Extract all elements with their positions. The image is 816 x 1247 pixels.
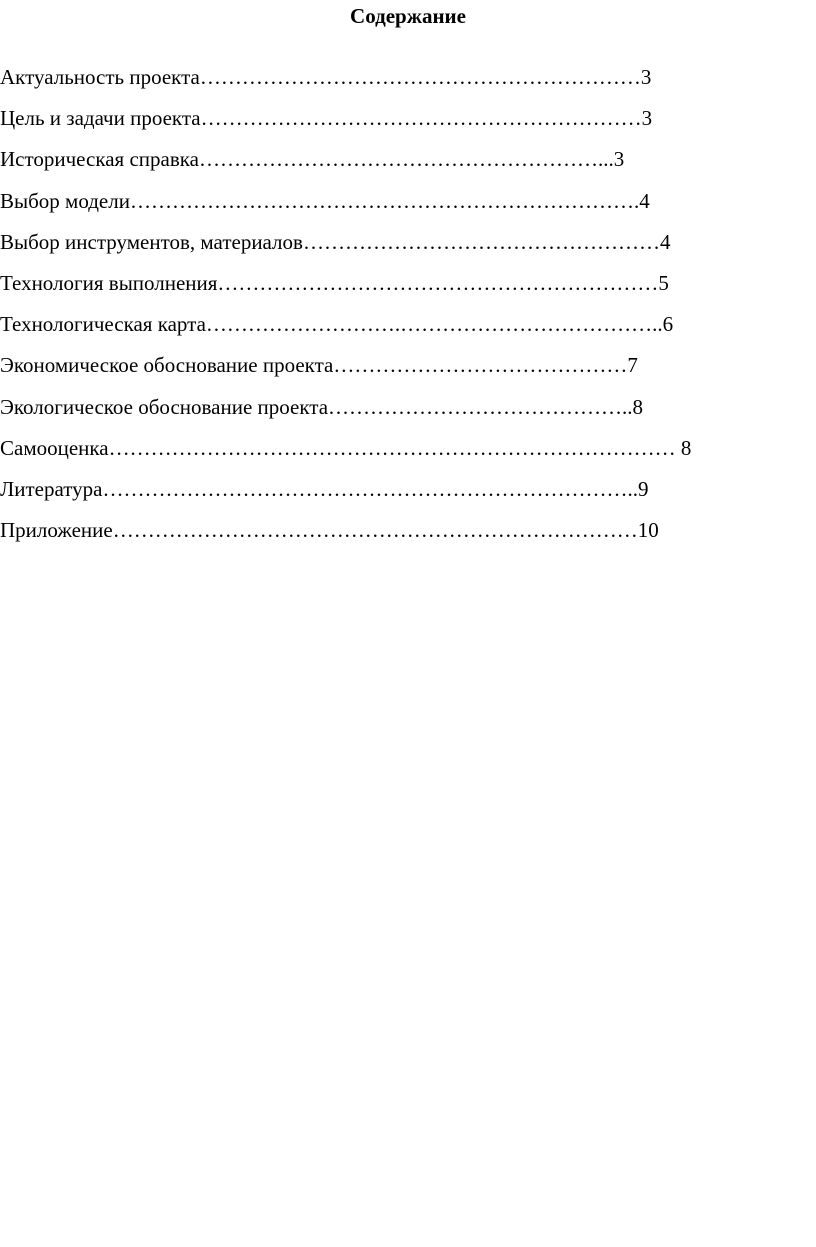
toc-title: Содержание [350,4,466,28]
toc-item-model-choice: Выбор модели……………………………………………………………….4 [0,188,650,213]
toc-item-tech-card: Технологическая карта……………………….………………………………..6 [0,312,674,337]
toc-item-goals: Цель и задачи проекта………………………………………………………3 [0,106,653,131]
toc-list [0,57,784,551]
toc-item-self-assessment: Самооценка……………………………………………………………………… 8 [0,435,692,460]
toc-item-tools-materials: Выбор инструментов, материалов……………………………………………4 [0,229,671,254]
toc-item-relevance: Актуальность проекта………………………………………………………3 [0,65,652,89]
toc-item-technology: Технология выполнения………………………………………………………5 [0,270,669,295]
toc-item-appendix: Приложение…………………………………………………………………10 [0,518,659,543]
toc-item-literature: Литература…………………………………………………………………..9 [0,476,649,501]
toc-item-history: Историческая справка…………………………………………………...3 [0,147,625,172]
toc-item-economic: Экономическое обоснование проекта……………………………………7 [0,353,638,378]
toc-item-ecological: Экологическое обоснование проекта……………………………………..8 [0,394,644,419]
